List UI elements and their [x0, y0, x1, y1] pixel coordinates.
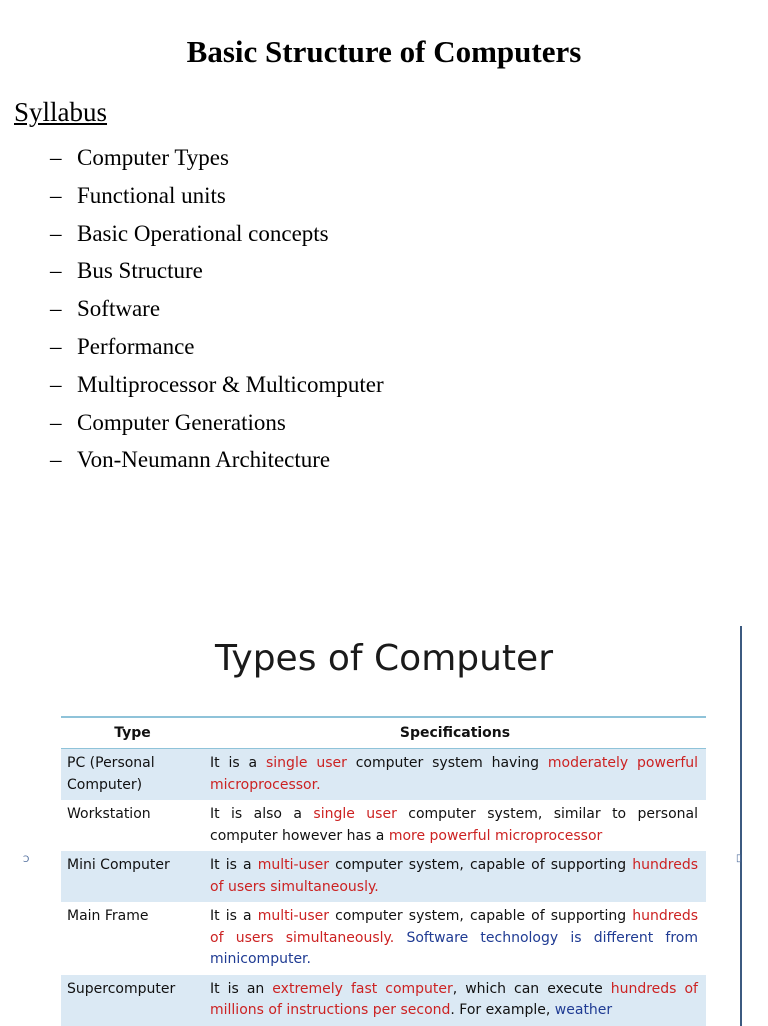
syllabus-item-label: Bus Structure	[77, 258, 203, 284]
spec-text: It is an	[210, 980, 273, 997]
spec-text: computer system, capable of supporting	[329, 857, 633, 873]
table-body	[61, 749, 706, 1026]
syllabus-item-label: Software	[77, 296, 161, 322]
highlighted-text: hundreds of users simultaneously.	[210, 908, 699, 946]
dash-bullet-icon: –	[50, 296, 62, 322]
highlighted-text: weather	[554, 1002, 613, 1018]
highlighted-text: more powerful microprocessor	[388, 827, 603, 844]
cell-specification	[204, 800, 706, 851]
dash-bullet-icon: –	[50, 447, 62, 473]
cell-type: PC (Personal Computer)	[61, 749, 204, 801]
cell-type: Main Frame	[67, 908, 149, 924]
spec-text: computer system, capable of supporting	[329, 908, 633, 924]
highlighted-text: moderately powerful microprocessor.	[210, 755, 699, 793]
table-header-row	[61, 717, 706, 749]
table-row	[61, 800, 706, 851]
highlighted-text: hundreds of millions of instructions per second	[210, 980, 698, 1018]
syllabus-item	[50, 328, 384, 366]
highlighted-text: Software technology is different from minicomputer.	[210, 929, 698, 967]
highlighted-text: single user	[313, 806, 397, 822]
syllabus-item	[50, 252, 384, 290]
highlighted-text: multi-user	[257, 908, 330, 924]
highlighted-text: extremely fast computer	[272, 980, 453, 997]
dash-bullet-icon: –	[50, 220, 62, 246]
dash-bullet-icon: –	[50, 145, 62, 170]
cell-specification	[204, 975, 706, 1026]
cell-type: Supercomputer	[61, 975, 204, 1026]
syllabus-item	[50, 215, 384, 253]
spec-text: It is a	[210, 755, 266, 771]
cell-specification	[204, 749, 706, 801]
syllabus-item	[50, 177, 384, 215]
table-row	[61, 749, 706, 801]
syllabus-item	[50, 366, 384, 404]
spec-text: , which can execute	[452, 980, 611, 997]
syllabus-item	[50, 441, 384, 479]
syllabus-item	[50, 290, 384, 328]
table-row	[61, 975, 706, 1026]
slide-title: Types of Computer	[215, 638, 553, 679]
spec-text: computer system having	[346, 755, 548, 771]
syllabus-item-label: Basic Operational concepts	[77, 220, 329, 246]
syllabus-item-label: Functional units	[77, 182, 226, 208]
table-header-specifications: Specifications	[204, 717, 706, 749]
table-row	[61, 902, 706, 975]
syllabus-list	[50, 139, 384, 479]
cell-specification	[204, 851, 706, 902]
dash-bullet-icon: –	[50, 409, 62, 435]
embedded-slide	[0, 602, 768, 1024]
syllabus-item	[50, 404, 384, 442]
dash-bullet-icon: –	[50, 371, 62, 397]
syllabus-item-label: Performance	[77, 333, 195, 359]
page-title: Basic Structure of Computers	[186, 34, 582, 69]
dash-bullet-icon: –	[50, 182, 62, 208]
spec-text: computer system, similar to personal computer however has a	[210, 806, 699, 844]
slide-handle-right-icon: ▯	[736, 853, 742, 864]
syllabus-heading: Syllabus	[14, 97, 108, 127]
table-row	[61, 851, 706, 902]
computer-types-table	[61, 716, 706, 1026]
highlighted-text: multi-user	[257, 857, 330, 873]
highlighted-text: hundreds of users simultaneously.	[210, 857, 699, 895]
syllabus-item-label: Computer Types	[77, 145, 229, 170]
syllabus-item-label: Multiprocessor & Multicomputer	[77, 371, 384, 397]
syllabus-item-label: Von-Neumann Architecture	[77, 447, 331, 473]
spec-text: It is also a	[210, 806, 314, 822]
cell-type: Workstation	[67, 806, 151, 822]
spec-text	[394, 930, 406, 946]
spec-text: It is a	[210, 908, 258, 924]
spec-text: . For example,	[450, 1002, 555, 1018]
slide-right-rule	[740, 626, 742, 1026]
table-header-type: Type	[61, 717, 204, 749]
dash-bullet-icon: –	[50, 333, 62, 359]
spec-text: It is a	[210, 857, 258, 873]
highlighted-text: single user	[266, 755, 347, 771]
syllabus-item	[50, 139, 384, 177]
syllabus-item-label: Computer Generations	[77, 409, 286, 435]
slide-handle-left-icon: Ↄ	[23, 855, 30, 865]
cell-type: Mini Computer	[61, 851, 204, 902]
dash-bullet-icon: –	[50, 258, 62, 284]
cell-specification	[204, 902, 706, 975]
